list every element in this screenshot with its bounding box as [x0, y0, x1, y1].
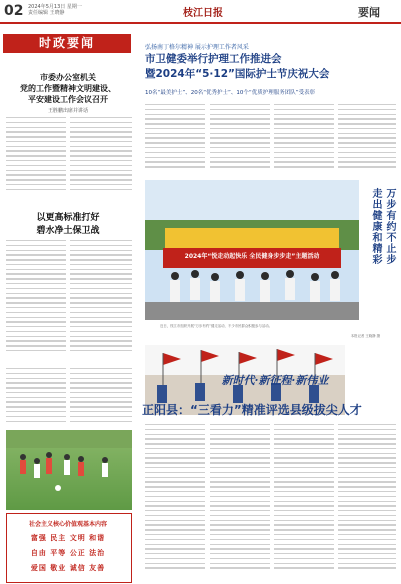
left-headline-1b: 党的工作暨精神文明建设、: [20, 84, 116, 93]
header-rule: [0, 22, 401, 24]
left-headline-1: 市委办公室机关: [40, 73, 96, 82]
section-title: 要闻: [358, 6, 380, 19]
article-text-block: [210, 104, 270, 176]
article-text-block: [6, 368, 66, 428]
core-values-line: 自由 平等 公正 法治: [30, 549, 106, 557]
soccer-photo: [6, 430, 132, 510]
main-kicker: 弘扬南丁格尔精神 展示护理工作者风采: [145, 44, 249, 51]
editor-line: 责任编辑 王晓静: [28, 10, 65, 16]
article-text-block: [145, 104, 205, 176]
section-banner: 时政要闻: [3, 34, 131, 53]
left-headline-2: 以更高标准打好: [36, 213, 100, 223]
photo-credit: 本报记者 王晓静 摄: [350, 334, 380, 338]
article-text-block: [6, 117, 66, 197]
left-byline: 王胜鹏出席并讲话: [47, 108, 88, 114]
main-photo-caption: 近日，枝江市组织开展“万步有约”健走活动，不少市民群众积极参与活动。: [160, 324, 273, 328]
event-banner: 2024年“悦走动起快乐 全民健身步步走”主题活动: [184, 253, 320, 260]
article-text-block: [274, 104, 334, 176]
slogan: 新时代·新征程·新伟业: [221, 374, 329, 387]
article-text-block: [70, 368, 132, 428]
article-text-block: [70, 117, 132, 197]
article-text-block: [338, 424, 396, 579]
date-line: 2024年5月13日 星期一: [28, 4, 82, 10]
left-headline-2b: 碧水净土保卫战: [36, 226, 100, 236]
article-text-block: [338, 104, 396, 176]
core-values-line: 富强 民主 文明 和谐: [30, 534, 106, 542]
issue-date: [28, 4, 82, 16]
article-text-block: [6, 240, 66, 360]
article-text-block: [210, 424, 270, 579]
main-headline-line: 暨2024年“5·12”国际护士节庆祝大会: [145, 68, 330, 80]
left-headline-1c: 平安建设工作会议召开: [28, 95, 108, 104]
article-text-block: [70, 240, 132, 360]
main-headline: [145, 52, 395, 82]
main-headline-line: 市卫健委举行护理工作推进会: [145, 53, 282, 65]
vertical-headline: 万步有约不止步: [384, 188, 395, 265]
core-values-title: 社会主义核心价值观基本内容: [28, 521, 107, 528]
bottom-headline: 正阳县：“三看力”精准评选县级拔尖人才: [142, 403, 362, 417]
page-number: 02: [4, 3, 24, 19]
article-text-block: [274, 424, 334, 579]
vertical-headline: 走出健康和精彩: [370, 188, 381, 265]
article-text-block: [145, 424, 205, 579]
main-subheadline: 10名“最美护士”、20名“优秀护士”、10个“优质护理服务团队”受表彰: [145, 90, 316, 96]
newspaper-logo: 枝江日报: [183, 8, 223, 19]
core-values-line: 爱国 敬业 诚信 友善: [30, 564, 106, 572]
